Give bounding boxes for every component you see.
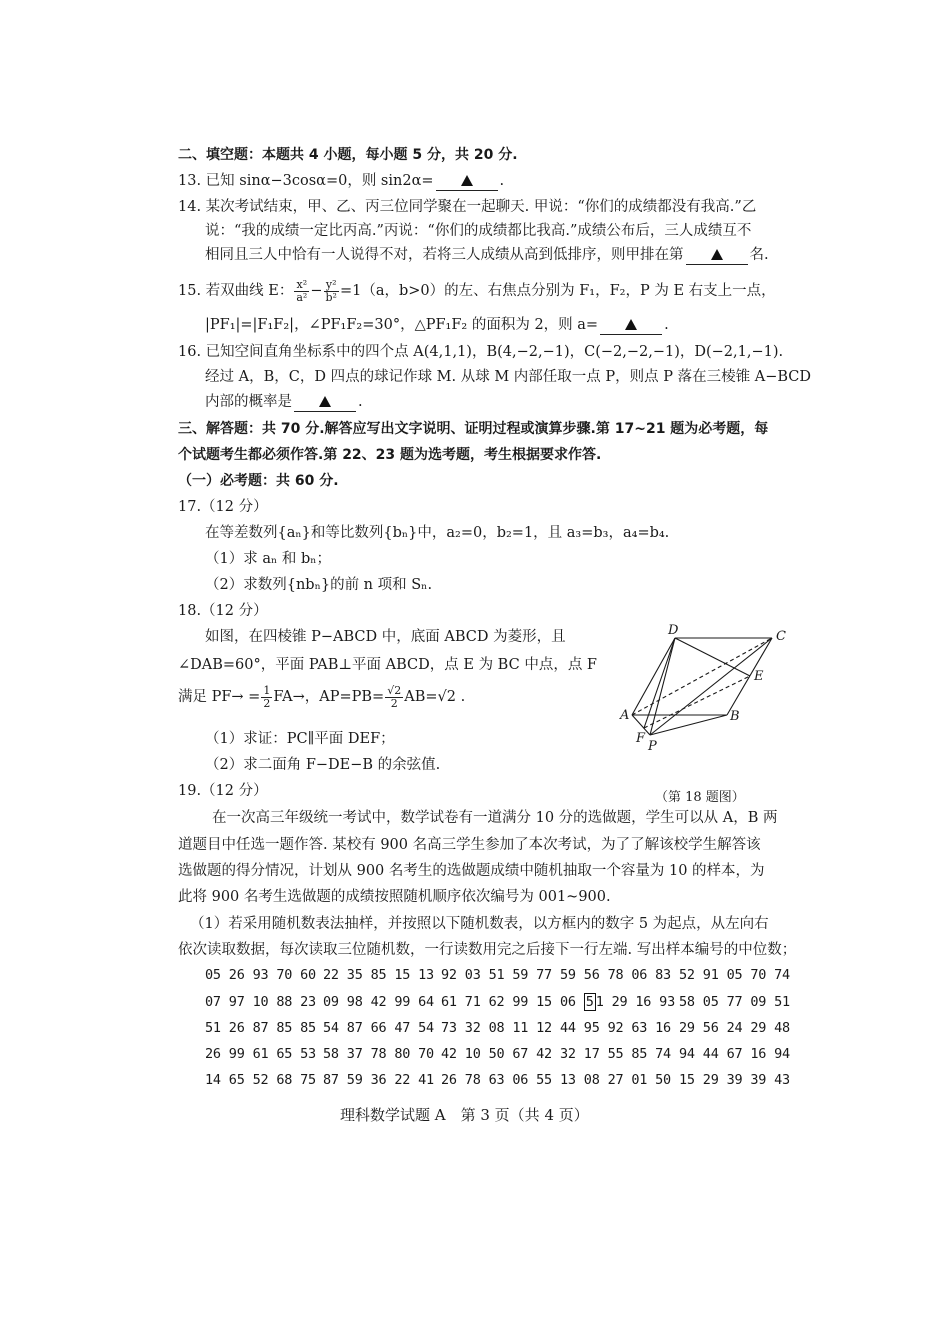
q19-head: 19.（12 分）: [178, 783, 268, 799]
triangle-icon: [319, 396, 331, 407]
random-table-cell: 87 59 36 22 41: [323, 1072, 434, 1088]
q17-line-1: 在等差数列{aₙ}和等比数列{bₙ}中，a₂=0，b₂=1，且 a₃=b₃，a₄=b₄.: [205, 525, 670, 541]
answer-blank: [436, 172, 498, 191]
edge-bc: [727, 638, 772, 715]
fraction-x2-a2: $\frac{\text{x²}}{\text{a²}}$: [296, 277, 308, 304]
random-table-cell: 51 26 87 85 85: [205, 1020, 316, 1036]
random-table-cell: 58 37 78 80 70: [323, 1046, 434, 1062]
q16-line-1: 16. 已知空间直角坐标系中的四个点 A(4,1,1)，B(4,−2,−1)，C(−2,−2,−1)，D(−2,1,−1).: [178, 344, 784, 360]
page-footer: 理科数学试题 A 第 3 页（共 4 页）: [340, 1106, 589, 1124]
q19-line-3: 选做题的得分情况，计划从 900 名考生的选做题成绩中随机抽取一个容量为 10 的样本，为: [178, 863, 765, 879]
random-table-cell: 52 91 05 70 74: [679, 967, 790, 983]
label-p: P: [648, 739, 657, 754]
boxed-start-digit: 5: [585, 994, 594, 1010]
random-table-cell: 44 95 92 63 16: [560, 1020, 671, 1036]
random-table-cell: 06 5 1 29 16 93: [560, 994, 676, 1010]
q19-line-1: 在一次高三年级统一考试中，数学试卷有一道满分 10 分的选做题，学生可以从 A，B 两: [212, 810, 778, 826]
edge-pd: [650, 638, 675, 735]
random-table-cell: 54 87 66 47 54: [323, 1020, 434, 1036]
question-13: [178, 172, 504, 191]
random-table-cell: 13 08 27 01 50: [560, 1072, 671, 1088]
triangle-icon: [461, 175, 473, 186]
label-c: C: [776, 629, 786, 644]
triangle-icon: [625, 319, 637, 330]
section-solve-line-1: 三、解答题：共 70 分.解答应写出文字说明、证明过程或演算步骤.第 17~21 题为必考题，每: [178, 421, 769, 437]
q17-line-2: （1）求 aₙ 和 bₙ；: [205, 551, 332, 567]
minus-sign: −: [310, 283, 323, 299]
random-table-cell: 58 05 77 09 51: [679, 994, 790, 1010]
q13-end: .: [499, 173, 505, 189]
q18-line-5: （2）求二面角 F−DE−B 的余弦值.: [205, 757, 441, 773]
label-a: A: [620, 708, 630, 723]
section-solve-line-2: 个试题考生都必须作答.第 22、23 题为选考题，考生根据要求作答.: [178, 447, 602, 463]
random-table-cell: 22 35 85 15 13: [323, 967, 434, 983]
label-b: B: [730, 709, 740, 724]
q14-end: 名.: [749, 247, 769, 263]
label-e: E: [754, 669, 764, 684]
edge-pb: [650, 715, 727, 735]
section-fill-title: 二、填空题：本题共 4 小题，每小题 5 分，共 20 分.: [178, 147, 518, 163]
q19-line-6: 依次读取数据，每次读取三位随机数，一行读数用完之后接下一行左端. 写出样本编号的中位数；: [178, 942, 797, 958]
q18-line-2: ∠DAB=60°，平面 PAB⊥平面 ABCD，点 E 为 BC 中点，点 F: [178, 657, 597, 673]
random-table-cell: 32 17 55 85 74: [560, 1046, 671, 1062]
random-table-cell: 14 65 52 68 75: [205, 1072, 316, 1088]
fraction-y2-b2: $\frac{\text{y²}}{\text{b²}}$: [325, 277, 337, 304]
q17-head: 17.（12 分）: [178, 499, 268, 515]
q16-end: .: [358, 394, 363, 410]
q18-text-2: FA→，AP=PB=: [273, 689, 385, 705]
q14-line-3: [205, 246, 769, 265]
q19-line-2: 道题目中任选一题作答. 某校有 900 名高三学生参加了本次考试，为了了解该校学生解答该: [178, 837, 761, 853]
random-table-cell: 26 78 63 06 55: [441, 1072, 552, 1088]
q14-text: 相同且三人中恰有一人说得不对，若将三人成绩从高到低排序，则甲排在第: [205, 247, 684, 263]
q18-line-1: 如图，在四棱锥 P−ABCD 中，底面 ABCD 为菱形，且: [205, 629, 566, 645]
random-table-cell: 26 99 61 65 53: [205, 1046, 316, 1062]
answer-blank: [294, 393, 356, 412]
q18-text: 满足 PF→ =: [178, 689, 261, 705]
q18-head: 18.（12 分）: [178, 603, 268, 619]
q18-text-3: AB=√2 .: [404, 689, 466, 705]
random-table-cell: 61 71 62 99 15: [441, 994, 552, 1010]
random-table-cell: 42 10 50 67 42: [441, 1046, 552, 1062]
random-table-cell: 59 56 78 06 83: [560, 967, 671, 983]
triangle-icon: [711, 249, 723, 260]
q18-line-4: （1）求证：PC∥平面 DEF；: [205, 731, 395, 747]
random-table-cell: 92 03 51 59 77: [441, 967, 552, 983]
random-table-cell: 94 44 67 16 94: [679, 1046, 790, 1062]
q15-end: .: [664, 317, 669, 333]
random-table-cell: 29 56 24 29 48: [679, 1020, 790, 1036]
edge-pc: [650, 638, 772, 735]
q18-line-3: [178, 684, 465, 710]
answer-blank: [686, 246, 748, 265]
section-required: （一）必考题：共 60 分.: [178, 473, 339, 489]
random-table-cell: 07 97 10 88 23: [205, 994, 316, 1010]
q16-line-3: [205, 393, 363, 412]
q14-line-1: 14. 某次考试结束，甲、乙、丙三位同学聚在一起聊天. 甲说：“你们的成绩都没有我高.”乙: [178, 199, 757, 215]
q15-line-1: [178, 278, 776, 304]
q15-text-2: =1（a，b>0）的左、右焦点分别为 F₁，F₂，P 为 E 右支上一点，: [339, 283, 776, 299]
q19-line-4: 此将 900 名考生选做题的成绩按照随机顺序依次编号为 001~900.: [178, 889, 611, 905]
q13-text: 13. 已知 sinα−3cosα=0，则 sin2α=: [178, 173, 434, 189]
random-table-cell: 09 98 42 99 64: [323, 994, 434, 1010]
figure-caption: （第 18 题图）: [655, 790, 745, 805]
answer-blank: [600, 316, 662, 335]
random-table-cell: 15 29 39 39 43: [679, 1072, 790, 1088]
random-table-cell: 05 26 93 70 60: [205, 967, 316, 983]
q16-line-2: 经过 A，B，C，D 四点的球记作球 M. 从球 M 内部任取一点 P，则点 P 落在三棱锥 A−BCD: [205, 369, 812, 385]
label-f: F: [636, 731, 646, 746]
q19-line-5: （1）若采用随机数表法抽样，并按照以下随机数表，以方框内的数字 5 为起点，从左向右: [190, 916, 769, 932]
random-table-cell: 73 32 08 11 12: [441, 1020, 552, 1036]
q15-text: 15. 若双曲线 E：: [178, 283, 294, 299]
q15-line-2: [205, 316, 669, 335]
q14-line-2: 说：“我的成绩一定比丙高.”丙说：“你们的成绩都比我高.”成绩公布后，三人成绩互不: [205, 223, 752, 239]
fraction-one-half: $\frac{1}{2}$: [263, 683, 271, 710]
q16-text: 内部的概率是: [205, 394, 292, 410]
fraction-root2-half: $\frac{√2}{2}$: [387, 683, 402, 710]
label-d: D: [668, 623, 679, 638]
pyramid-figure: [612, 620, 802, 780]
q15-text-3: |PF₁|=|F₁F₂|，∠PF₁F₂=30°，△PF₁F₂ 的面积为 2，则 a=: [205, 317, 599, 333]
q17-line-3: （2）求数列{nbₙ}的前 n 项和 Sₙ.: [205, 577, 433, 593]
